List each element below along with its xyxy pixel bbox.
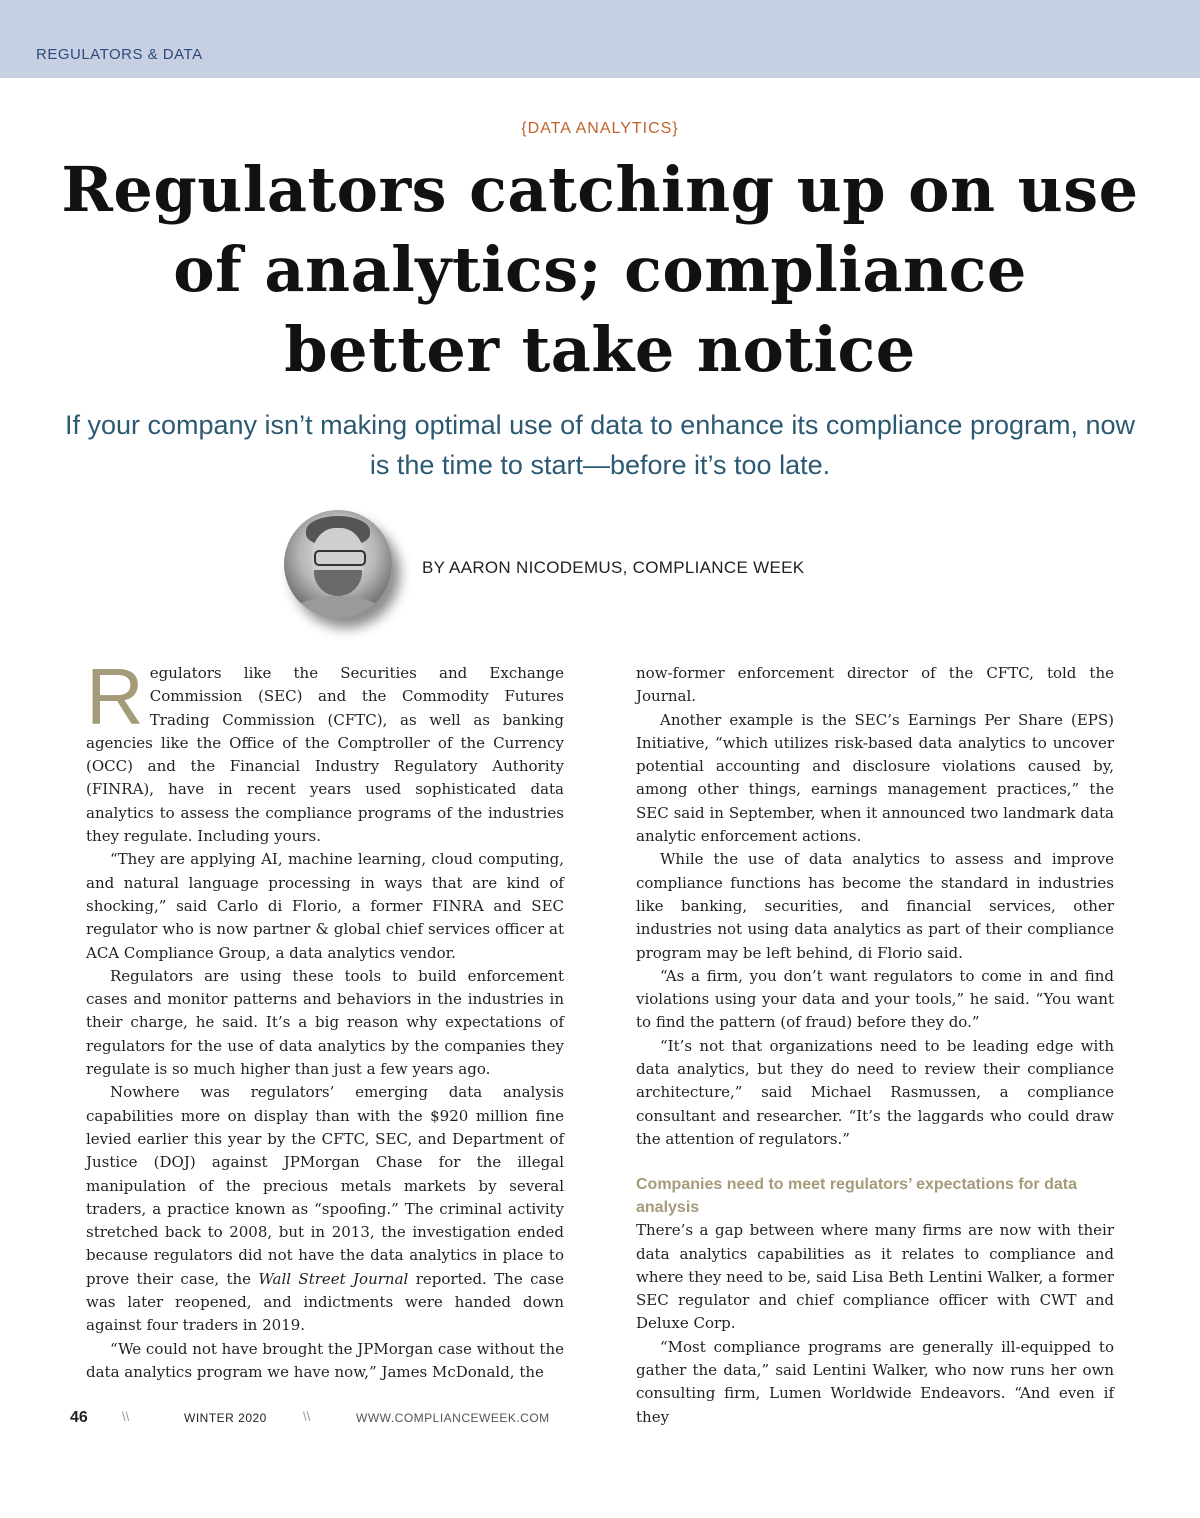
paragraph-text: Nowhere was regulators’ emerging data analysis capabilities more on display than with the $920 million fine levied earlier this year by the CFTC, SEC, and Department of Justice (DOJ) against JPMorgan Chase for the illegal manipulation of the precious metals markets by several traders, a practice known as “spoofing.” The criminal activity stretched back to 2008, but in 2013, the investigation ended because regulators did not have the data analytics in place to prove their case, the	[86, 1083, 564, 1288]
paragraph-text: egulators like the Securities and Exchange Commission (SEC) and the Commodity Futures Trading Commission (CFTC), as well as banking agencies like the Office of the Comptroller of the Currency (OCC) and the Financial Industry Regulatory Authority (FINRA), have in recent years used sophisticated data analytics to assess the compliance programs of the industries they regulate. Including yours.	[86, 664, 564, 846]
paragraph: “Most compliance programs are generally ill-equipped to gather the data,” said Lentini Walker, who now runs her own consulting firm, Lumen Worldwide Endeavors. “And even if they	[636, 1337, 1114, 1426]
issue-label: WINTER 2020	[184, 1411, 267, 1425]
paragraph: Another example is the SEC’s Earnings Per Share (EPS) Initiative, “which utilizes risk-based data analytics to uncover potential accounting and disclosure violations caused by, among other things, earnings management practices,” the SEC said in September, when it announced two landmark data analytic enforcement actions.	[636, 710, 1114, 846]
paragraph: While the use of data analytics to assess and improve compliance functions has become the standard in industries like banking, securities, and financial services, other industries not using data analytics as part of their compliance program may be left behind, di Florio said.	[636, 850, 1114, 962]
article-headline: Regulators catching up on use of analytics; compliance better take notice	[61, 153, 1139, 386]
paragraph	[86, 652, 564, 848]
paragraph: now-former enforcement director of the CFTC, told the Journal.	[636, 664, 1114, 706]
article-kicker: {DATA ANALYTICS}	[521, 120, 679, 137]
section-label: REGULATORS & DATA	[36, 46, 203, 63]
paragraph: “As a firm, you don’t want regulators to come in and find violations using your data and your tools,” he said. “You want to find the pattern (of fraud) before they do.”	[636, 966, 1114, 1032]
website-label: WWW.COMPLIANCEWEEK.COM	[356, 1411, 550, 1425]
section-subhead: Companies need to meet regulators’ expectations for data analysis	[636, 1176, 1077, 1217]
paragraph: “We could not have brought the JPMorgan case without the data analytics program we have now,” James McDonald, the	[86, 1339, 564, 1381]
drop-cap: R	[86, 652, 144, 741]
paragraph	[86, 1081, 564, 1337]
article-column-right	[636, 662, 1114, 1429]
paragraph: “It’s not that organizations need to be leading edge with data analytics, but they do need to review their compliance architecture,” said Michael Rasmussen, a compliance consultant and researcher. “It’s the laggards who could draw the attention of regulators.”	[636, 1036, 1114, 1148]
section-header-bar	[0, 0, 1200, 78]
paragraph: “They are applying AI, machine learning, cloud computing, and natural language processing in ways that are kind of shocking,” said Carlo di Florio, a former FINRA and SEC regulator who is now partner & global chief services officer at ACA Compliance Group, a data analytics vendor.	[86, 850, 564, 962]
page-footer	[0, 1409, 1200, 1429]
author-portrait	[284, 510, 392, 618]
footer-separator: \\	[122, 1409, 130, 1424]
footer-separator: \\	[303, 1409, 311, 1424]
article-column-left	[86, 652, 565, 1384]
publication-title: Wall Street Journal	[258, 1269, 409, 1288]
paragraph: Regulators are using these tools to build enforcement cases and monitor patterns and behaviors in the industries in their charge, he said. It’s a big reason why expectations of regulators for the use of data analytics by the companies they regulate is so much higher than just a few years ago.	[86, 966, 564, 1079]
article-dek: If your company isn’t making optimal use of data to enhance its compliance program, now is the time to start—before it’s too late.	[64, 410, 1136, 480]
author-byline: BY AARON NICODEMUS, COMPLIANCE WEEK	[422, 558, 805, 577]
page-number: 46	[70, 1409, 88, 1426]
paragraph-text: reported. The case was later reopened, and indictments were handed down against four traders in 2019.	[86, 1269, 565, 1335]
paragraph: There’s a gap between where many firms are now with their data analytics capabilities as it relates to compliance and where they need to be, said Lisa Beth Lentini Walker, a former SEC regulator and chief compliance officer with CWT and Deluxe Corp.	[636, 1221, 1114, 1333]
